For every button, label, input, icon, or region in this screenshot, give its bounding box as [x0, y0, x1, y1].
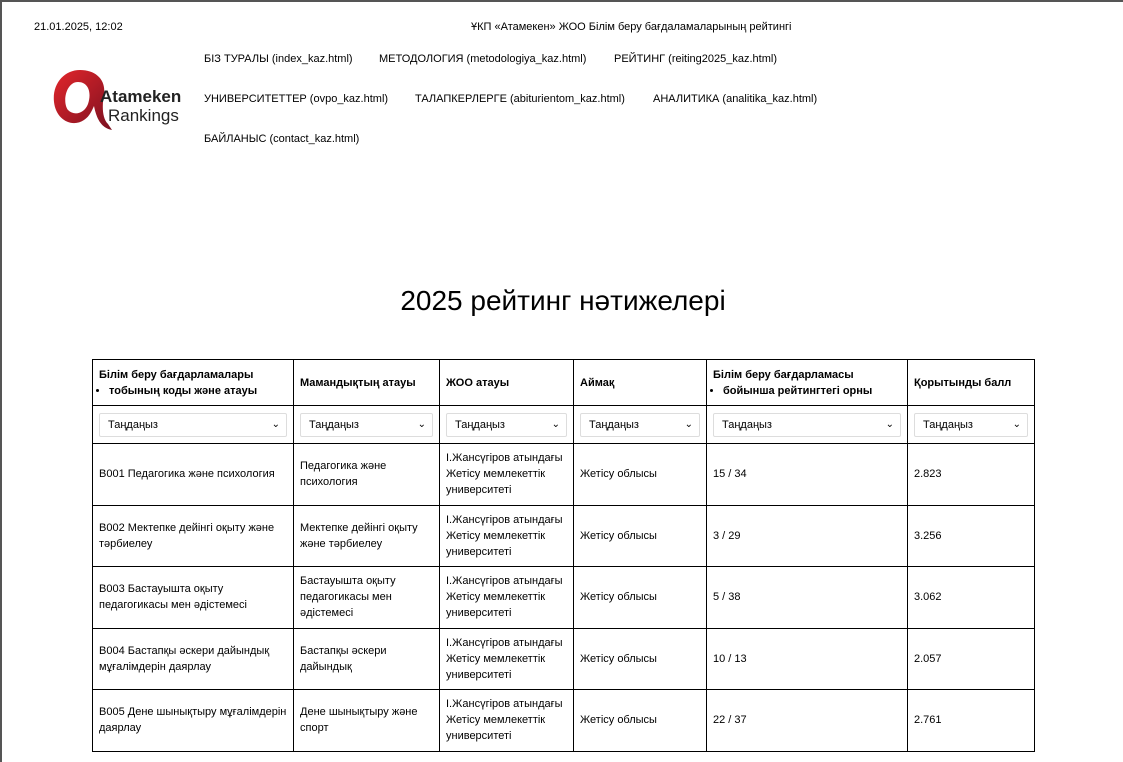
cell-score: 3.256 — [908, 505, 1035, 567]
nav-about[interactable]: БІЗ ТУРАЛЫ (index_kaz.html) — [204, 53, 353, 65]
filter-cell — [440, 406, 574, 444]
nav-methodology[interactable]: МЕТОДОЛОГИЯ (metodologiya_kaz.html) — [379, 53, 587, 65]
filter-select-university[interactable] — [446, 413, 567, 437]
nav-analytics[interactable]: АНАЛИТИКА (analitika_kaz.html) — [653, 93, 818, 105]
cell-rank: 3 / 29 — [707, 505, 908, 567]
filter-select-score[interactable] — [914, 413, 1028, 437]
chevron-down-icon: ⌄ — [271, 418, 280, 430]
page-title: 2025 рейтинг нәтижелері — [400, 285, 726, 316]
nav-rating[interactable]: РЕЙТИНГ (reiting2025_kaz.html) — [614, 53, 777, 65]
select-value: Таңдаңыз — [722, 418, 772, 431]
table-row — [93, 690, 1035, 752]
col-header-rank — [707, 360, 908, 406]
print-title: ҰКП «Атамекен» ЖОО Білім беру бағдаламаларының рейтингі — [471, 21, 792, 33]
cell-rank: 22 / 37 — [707, 690, 908, 752]
cell-rank: 15 / 34 — [707, 444, 908, 506]
table-row — [93, 505, 1035, 567]
col-header-specialty: Мамандықтың атауы — [294, 360, 440, 406]
chevron-down-icon: ⌄ — [417, 418, 426, 430]
table-row — [93, 567, 1035, 629]
nav-applicants[interactable]: ТАЛАПКЕРЛЕРГЕ (abiturientom_kaz.html) — [415, 93, 625, 105]
header-bullet: • тобының коды және атауы — [109, 383, 287, 399]
nav-contact[interactable]: БАЙЛАНЫС (contact_kaz.html) — [204, 133, 360, 145]
select-value: Таңдаңыз — [455, 418, 505, 431]
col-header-university: ЖОО атауы — [440, 360, 574, 406]
filter-select-program[interactable] — [99, 413, 287, 437]
filter-cell — [93, 406, 294, 444]
col-header-program-group — [93, 360, 294, 406]
filter-select-specialty[interactable] — [300, 413, 433, 437]
atameken-logo[interactable] — [50, 66, 185, 134]
print-datetime: 21.01.2025, 12:02 — [34, 21, 123, 33]
select-value: Таңдаңыз — [309, 418, 359, 431]
filter-cell — [294, 406, 440, 444]
filter-select-region[interactable] — [580, 413, 700, 437]
cell-program: B001 Педагогика және психология — [93, 444, 294, 506]
cell-region: Жетісу облысы — [574, 444, 707, 506]
cell-specialty: Дене шынықтыру және спорт — [294, 690, 440, 752]
col-header-score: Қорытынды балл — [908, 360, 1035, 406]
cell-score: 2.057 — [908, 628, 1035, 690]
filter-cell — [707, 406, 908, 444]
cell-specialty: Бастауышта оқыту педагогикасы мен әдістемесі — [294, 567, 440, 629]
svg-text:Atameken: Atameken — [100, 87, 182, 106]
cell-specialty: Педагогика және психология — [294, 444, 440, 506]
cell-program: B004 Бастапқы әскери дайындық мұғалімдерін даярлау — [93, 628, 294, 690]
cell-rank: 10 / 13 — [707, 628, 908, 690]
select-value: Таңдаңыз — [589, 418, 639, 431]
header-text: Білім беру бағдарламалары — [99, 368, 254, 381]
logo-mark-icon — [50, 66, 185, 134]
chevron-down-icon: ⌄ — [885, 418, 894, 430]
cell-specialty: Бастапқы әскери дайындық — [294, 628, 440, 690]
page-border-left — [0, 0, 2, 762]
rating-table — [92, 359, 1035, 752]
filter-cell — [908, 406, 1035, 444]
header-bullet: • бойынша рейтингтегі орны — [723, 383, 901, 399]
select-value: Таңдаңыз — [923, 418, 973, 431]
cell-program: B002 Мектепке дейінгі оқыту және тәрбиелеу — [93, 505, 294, 567]
nav-universities[interactable]: УНИВЕРСИТЕТТЕР (ovpo_kaz.html) — [204, 93, 389, 105]
filter-cell — [574, 406, 707, 444]
cell-score: 3.062 — [908, 567, 1035, 629]
cell-region: Жетісу облысы — [574, 567, 707, 629]
header-text: Білім беру бағдарламасы — [713, 368, 854, 381]
cell-program: B003 Бастауышта оқыту педагогикасы мен әдістемесі — [93, 567, 294, 629]
header-row — [93, 360, 1035, 406]
cell-university: І.Жансүгіров атындағы Жетісу мемлекеттік университеті — [440, 505, 574, 567]
select-value: Таңдаңыз — [108, 418, 158, 431]
cell-region: Жетісу облысы — [574, 505, 707, 567]
cell-program: B005 Дене шынықтыру мұғалімдерін даярлау — [93, 690, 294, 752]
col-header-region: Аймақ — [574, 360, 707, 406]
cell-region: Жетісу облысы — [574, 628, 707, 690]
svg-text:Rankings: Rankings — [108, 106, 179, 125]
table-row — [93, 444, 1035, 506]
cell-region: Жетісу облысы — [574, 690, 707, 752]
page-border-top — [0, 0, 1123, 2]
chevron-down-icon: ⌄ — [684, 418, 693, 430]
cell-score: 2.823 — [908, 444, 1035, 506]
filter-row — [93, 406, 1035, 444]
cell-university: І.Жансүгіров атындағы Жетісу мемлекеттік университеті — [440, 444, 574, 506]
cell-university: І.Жансүгіров атындағы Жетісу мемлекеттік университеті — [440, 628, 574, 690]
chevron-down-icon: ⌄ — [1012, 418, 1021, 430]
cell-university: І.Жансүгіров атындағы Жетісу мемлекеттік университеті — [440, 690, 574, 752]
table-row — [93, 628, 1035, 690]
filter-select-rank[interactable] — [713, 413, 901, 437]
cell-rank: 5 / 38 — [707, 567, 908, 629]
cell-score: 2.761 — [908, 690, 1035, 752]
cell-university: І.Жансүгіров атындағы Жетісу мемлекеттік университеті — [440, 567, 574, 629]
chevron-down-icon: ⌄ — [551, 418, 560, 430]
cell-specialty: Мектепке дейінгі оқыту және тәрбиелеу — [294, 505, 440, 567]
